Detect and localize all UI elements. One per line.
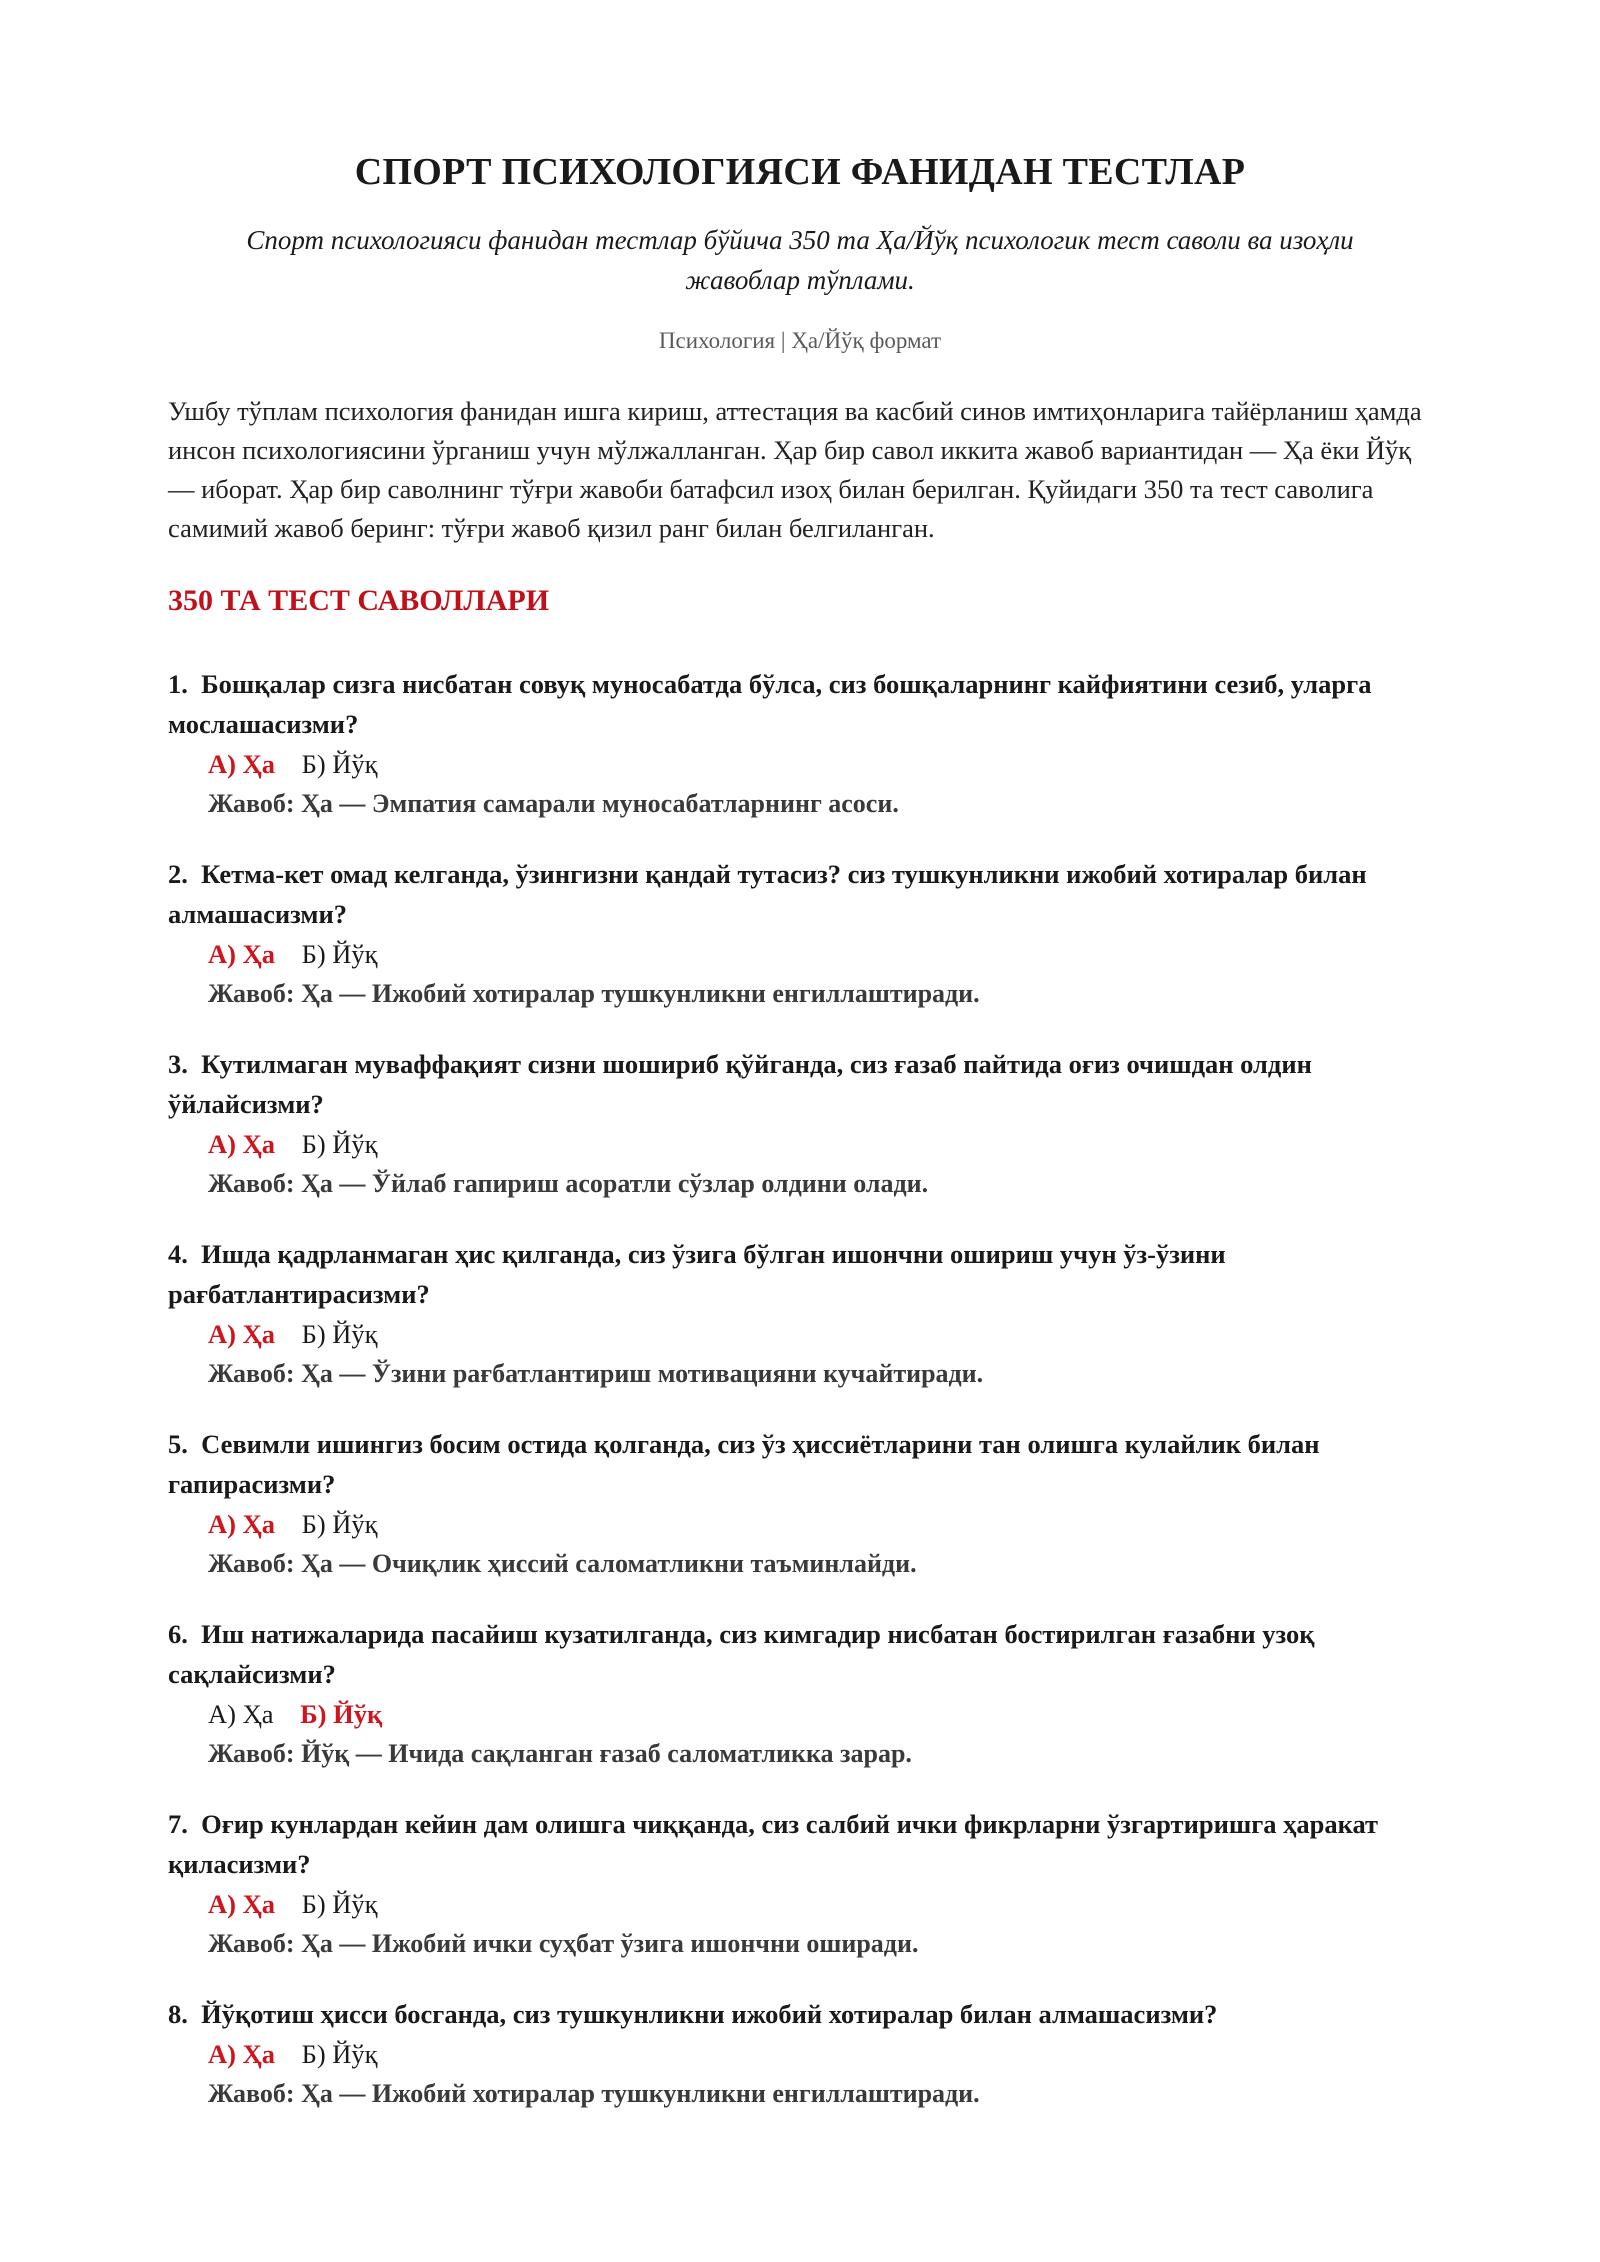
answer-explanation: Жавоб: Ҳа — Ижобий ички суҳбат ўзига ишончни оширади. [208,1929,919,1958]
question-item [168,1804,1432,1964]
question-number: 2. [168,859,188,889]
question-text [168,854,1432,934]
document-meta: Психология | Ҳа/Йўқ формат [658,328,942,353]
option-a: А) Ҳа [208,1699,274,1729]
document-subtitle: Спорт психологияси фанидан тестлар бўйича 350 та Ҳа/Йўқ психологик тест саволи ва изоҳли жавоблар тўплами. [246,225,1354,295]
question-number: 1. [168,669,188,699]
option-b: Б) Йўқ [301,1129,378,1159]
question-body: Кутилмаган муваффақият сизни шошириб қўйганда, сиз ғазаб пайтида оғиз очишдан олдин ўйлайсизми? [168,1049,1312,1119]
question-text [168,1804,1432,1884]
question-text [168,664,1432,744]
option-b: Б) Йўқ [301,2039,378,2069]
option-a: А) Ҳа [208,1509,275,1539]
question-item [168,1994,1432,2114]
intro-paragraph: Ушбу тўплам психология фанидан ишга кириш, аттестация ва касбий синов имтиҳонларига тайёрланиш ҳамда инсон психологиясини ўрганиш учун мўлжалланган. Ҳар бир савол иккита жавоб вариантидан — Ҳа ёки Йўқ — иборат. Ҳар бир саволнинг тўғри жавоби батафсил изоҳ билан берилган. Қуйидаги 350 та тест саволига самимий жавоб беринг: тўғри жавоб қизил ранг билан белгиланган. [168,396,1422,543]
question-item [168,1234,1432,1394]
section-title: 350 ТА ТЕСТ САВОЛЛАРИ [168,584,550,617]
answer-options [208,744,1432,784]
question-text [168,1994,1432,2034]
document-title: СПОРТ ПСИХОЛОГИЯСИ ФАНИДАН ТЕСТЛАР [354,151,1246,193]
option-a: А) Ҳа [208,749,275,779]
question-number: 7. [168,1809,188,1839]
option-a: А) Ҳа [208,939,275,969]
question-list [168,664,1432,2114]
question-body: Севимли ишингиз босим остида қолганда, сиз ўз ҳиссиётларини тан олишга кулайлик билан гапирасизми? [168,1429,1320,1499]
option-b: Б) Йўқ [301,1889,378,1919]
question-body: Ишда қадрланмаган ҳис қилганда, сиз ўзига бўлган ишончни ошириш учун ўз-ўзини рағбатлантирасизми? [168,1239,1226,1309]
question-number: 3. [168,1049,188,1079]
answer-options [208,1314,1432,1354]
question-text [168,1044,1432,1124]
question-item [168,854,1432,1014]
question-item [168,1424,1432,1584]
answer-explanation: Жавоб: Ҳа — Очиқлик ҳиссий саломатликни таъминлайди. [208,1549,917,1578]
answer-options [208,1884,1432,1924]
option-a: А) Ҳа [208,1129,275,1159]
answer-options [208,1124,1432,1164]
question-item [168,1044,1432,1204]
answer-explanation: Жавоб: Йўқ — Ичида сақланган ғазаб саломатликка зарар. [208,1739,912,1768]
question-body: Иш натижаларида пасайиш кузатилганда, сиз кимгадир нисбатан бостирилган ғазабни узоқ сақлайсизми? [168,1619,1315,1689]
answer-explanation: Жавоб: Ҳа — Ўйлаб гапириш асоратли сўзлар олдини олади. [208,1169,929,1198]
answer-options [208,1694,1432,1734]
question-number: 8. [168,1999,188,2029]
question-number: 5. [168,1429,188,1459]
question-body: Кетма-кет омад келганда, ўзингизни қандай тутасиз? сиз тушкунликни ижобий хотиралар билан алмашасизми? [168,859,1367,929]
question-item [168,1614,1432,1774]
question-text [168,1614,1432,1694]
option-b: Б) Йўқ [301,1319,378,1349]
option-b: Б) Йўқ [301,939,378,969]
answer-explanation: Жавоб: Ҳа — Ижобий хотиралар тушкунликни енгиллаштиради. [208,979,980,1008]
answer-explanation: Жавоб: Ҳа — Ижобий хотиралар тушкунликни енгиллаштиради. [208,2079,980,2108]
option-a: А) Ҳа [208,2039,275,2069]
option-a: А) Ҳа [208,1319,275,1349]
question-text [168,1234,1432,1314]
question-body: Оғир кунлардан кейин дам олишга чиққанда, сиз салбий ички фикрларни ўзгартиришга ҳаракат қиласизми? [168,1809,1379,1879]
question-item [168,664,1432,824]
answer-options [208,934,1432,974]
question-text [168,1424,1432,1504]
option-a: А) Ҳа [208,1889,275,1919]
option-b: Б) Йўқ [301,1509,378,1539]
question-number: 4. [168,1239,188,1269]
option-b: Б) Йўқ [301,749,378,779]
question-body: Бошқалар сизга нисбатан совуқ муносабатда бўлса, сиз бошқаларнинг кайфиятини сезиб, уларга мослашасизми? [168,669,1372,739]
answer-options [208,1504,1432,1544]
answer-explanation: Жавоб: Ҳа — Эмпатия самарали муносабатларнинг асоси. [208,789,899,818]
option-b: Б) Йўқ [300,1699,383,1729]
answer-explanation: Жавоб: Ҳа — Ўзини рағбатлантириш мотивацияни кучайтиради. [208,1359,984,1388]
question-number: 6. [168,1619,188,1649]
answer-options [208,2034,1432,2074]
question-body: Йўқотиш ҳисси босганда, сиз тушкунликни ижобий хотиралар билан алмашасизми? [201,1999,1218,2029]
